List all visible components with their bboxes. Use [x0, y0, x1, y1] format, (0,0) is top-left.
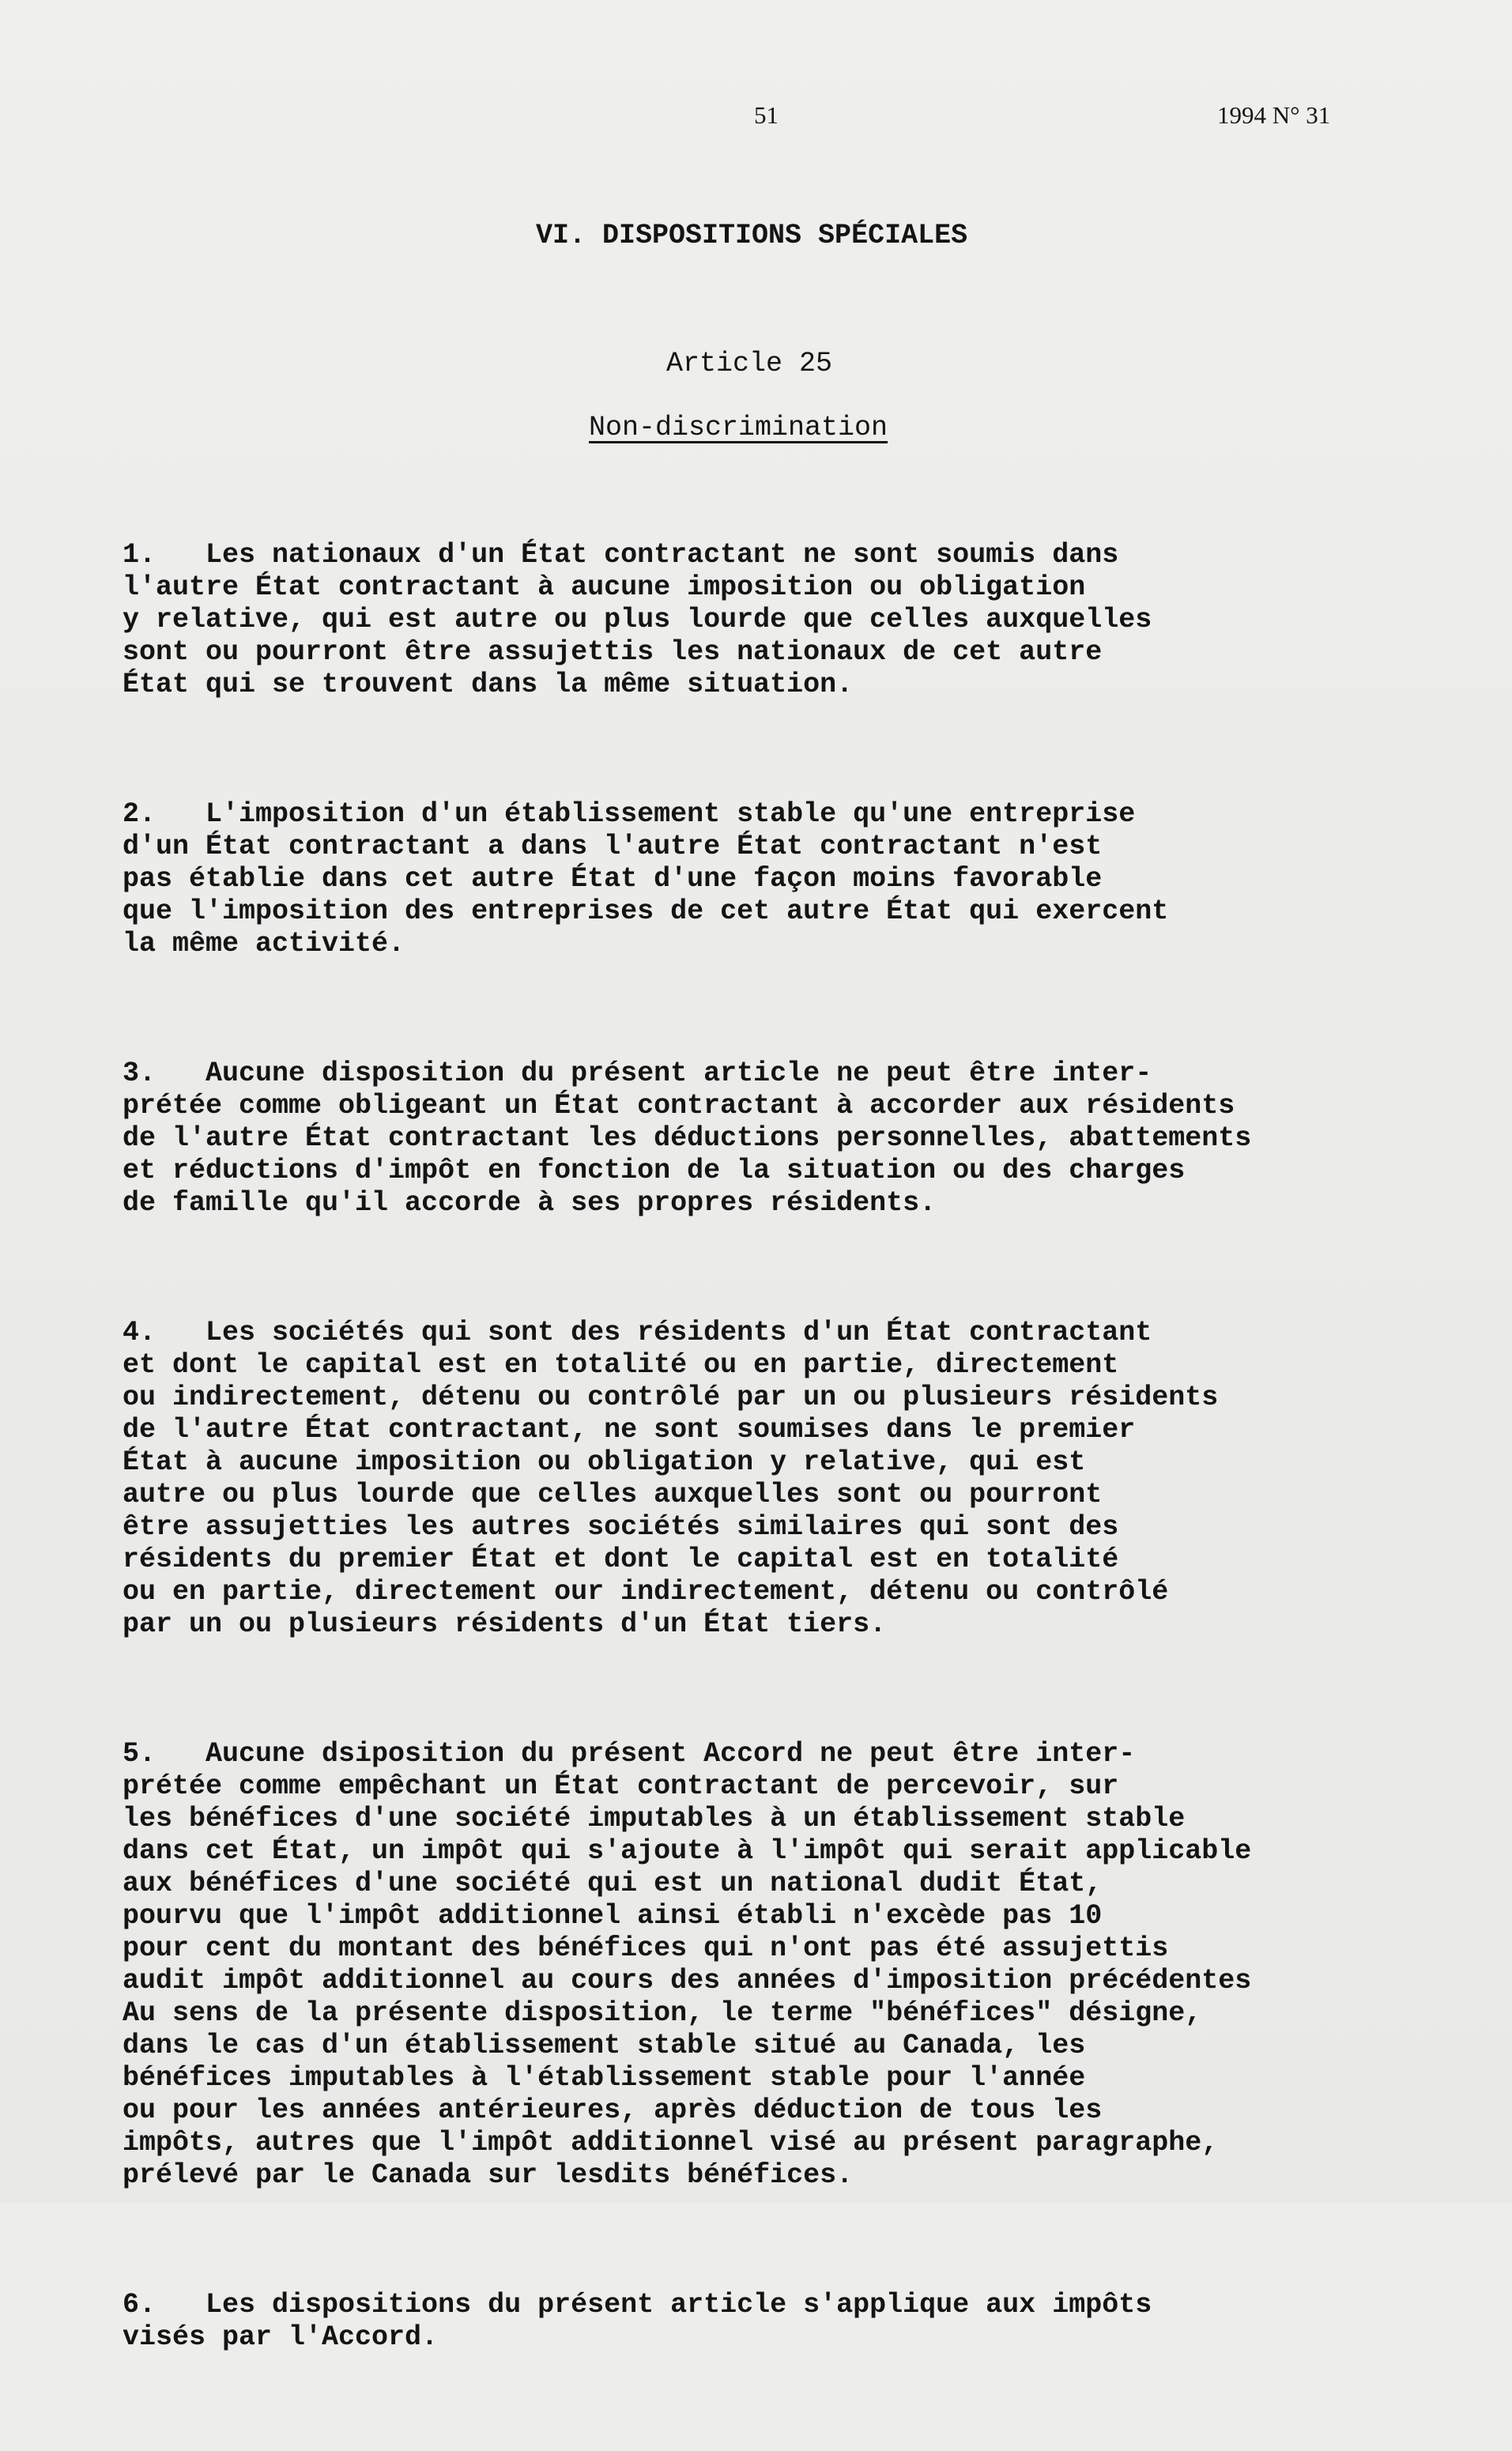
paragraph-2: 2. L'imposition d'un établissement stable qu'une entreprise d'un État contractant a dans l'autre État contractant n'est pas établie dans cet autre État d'une façon moins favorable que l'imposition des entreprises de cet autre État qui exercent la même activité.	[123, 798, 1169, 960]
page-number: 51	[754, 101, 779, 129]
article-title: Article 25	[666, 348, 833, 379]
section-title: VI. DISPOSITIONS SPÉCIALES	[536, 220, 968, 251]
page-header	[0, 101, 1512, 133]
document-reference: 1994 N° 31	[1217, 101, 1331, 129]
article-body	[123, 474, 1450, 2451]
paragraph-5: 5. Aucune dsiposition du présent Accord ne peut être inter- prétée comme empêchant un État contractant de percevoir, sur les bénéfices d'une société imputables à un établissement stable dans cet État, un impôt qui s'ajoute à l'impôt qui serait applicable aux bénéfices d'une société qui est un national dudit État, pourvu que l'impôt additionnel ainsi établi n'excède pas 10 pour cent du montant des bénéfices qui n'ont pas été assujettis audit impôt additionnel au cours des années d'imposition précédentes Au sens de la présente disposition, le terme "bénéfices" désigne, dans le cas d'un établissement stable situé au Canada, les bénéfices imputables à l'établissement stable pour l'année ou pour les années antérieures, après déduction de tous les impôts, autres que l'impôt additionnel visé au présent paragraphe, prélevé par le Canada sur lesdits bénéfices.	[123, 1738, 1252, 2191]
paragraph-4: 4. Les sociétés qui sont des résidents d'un État contractant et dont le capital est en totalité ou en partie, directement ou indirectement, détenu ou contrôlé par un ou plusieurs résidents de l'autre État contractant, ne sont soumises dans le premier État à aucune imposition ou obligation y relative, qui est autre ou plus lourde que celles auxquelles sont ou pourront être assujetties les autres sociétés similaires qui sont des résidents du premier État et dont le capital est en totalité ou en partie, directement our indirectement, détenu ou contrôlé par un ou plusieurs résidents d'un État tiers.	[123, 1317, 1219, 1640]
paragraph-6: 6. Les dispositions du présent article s'applique aux impôts visés par l'Accord.	[123, 2289, 1152, 2353]
paragraph-3: 3. Aucune disposition du présent article ne peut être inter- prétée comme obligeant un État contractant à accorder aux résidents de l'autre État contractant les déductions personnelles, abattements et réductions d'impôt en fonction de la situation ou des charges de famille qu'il accorde à ses propres résidents.	[123, 1058, 1252, 1219]
article-subtitle: Non-discrimination	[589, 412, 888, 443]
paragraph-1: 1. Les nationaux d'un État contractant ne sont soumis dans l'autre État contractant à aucune imposition ou obligation y relative, qui est autre ou plus lourde que celles auxquelles sont ou pourront être assujettis les nationaux de cet autre État qui se trouvent dans la même situation.	[123, 539, 1152, 700]
